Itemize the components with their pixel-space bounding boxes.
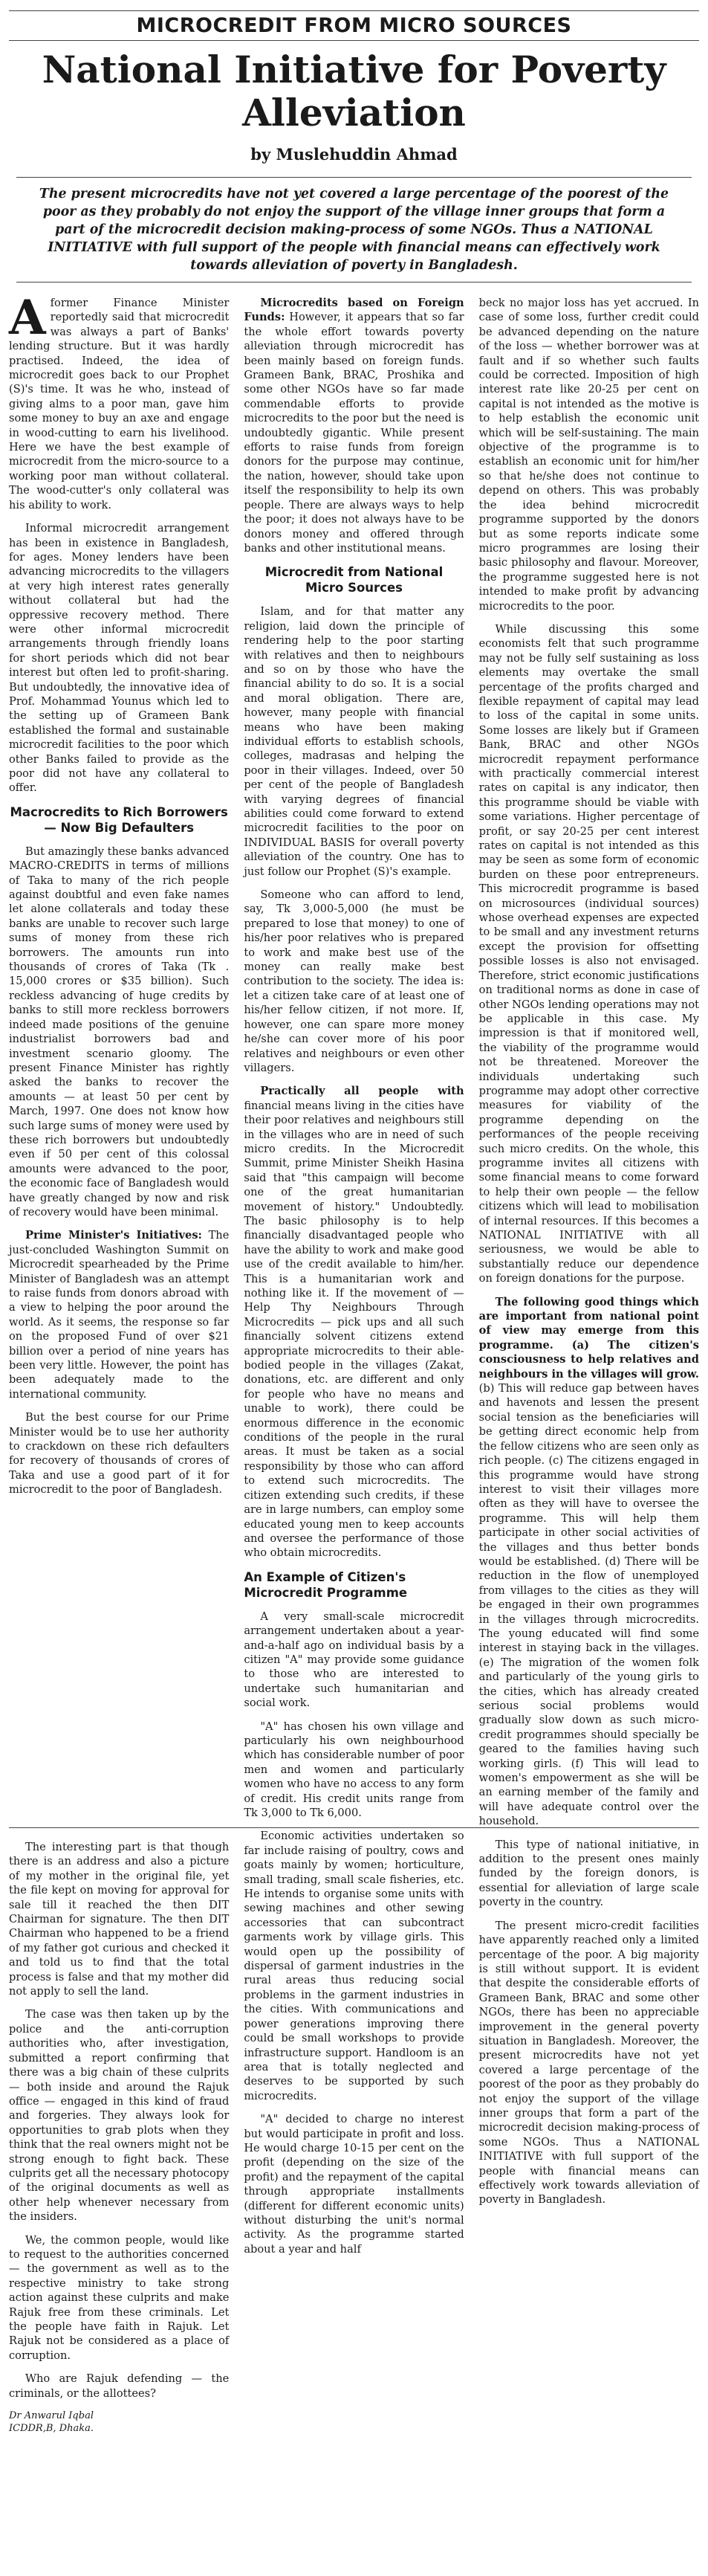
paragraph-text: However, it appears that so far the whole effort towards poverty alleviation through microcredit has been mainly based on foreign funds. Grameen Bank, BRAC, Proshika and some other NGOs have so far made commendable efforts to provide microcredits to the poor but the need is undoubtedly gigantic. While present efforts to raise funds from foreign donors for the purpose may continue, the nation, however, should take upon itself the responsibility to help its own people. There are always ways to help the poor; it does not always have to be donors money and offered through banks and other institutional means. — [244, 311, 464, 555]
paragraph: Economic activities undertaken so far include raising of poultry, cows and goats mainly by women; horticulture, small trading, small scale fisheries, etc. He intends to organise some units with sewing machines and other sewing accessories that can subcontract garments work by village girls. This would open up the possibility of dispersal of garment industries in the rural areas thus reducing social problems in the garment industries in the cities. With communications and power generations improving there could be small workshops to provide infrastructure support. Handloom is an area that is totally neglected and deserves to be supported by such microcredits. — [244, 1830, 464, 2102]
article-column-3 — [478, 296, 699, 2207]
paragraph — [9, 1228, 229, 1401]
paragraph: "A" decided to charge no interest but would participate in profit and loss. He would charge 10-15 per cent on the profit (depending on the size of the profit) and the repayment of the capital through appropriate installments (different for different economic units) without disturbing the unit's normal activity. As the programme started about a year and half — [244, 2113, 464, 2256]
signature-name: Dr Anwarul Iqbal — [9, 2410, 94, 2422]
paragraph-text: financial means living in the cities have their poor relatives and neighbours still in the villages who are in need of such micro credits. In the Microcredit Summit, prime Minister Sheikh Hasina said that "this campaign will become one of the great humanitarian movement of history." Undoubtedly. The basic philosophy is to help financially disadvantaged people who have the ability to work and make good use of the credit available to him/her. This is a humanitarian work and nothing like it. If the movement of — Help Thy Neighbours Through Microcredits — pick ups and all such financially solvent citizens extend appropriate microcredits to their able-bodied people in the villages (Zakat, donations, etc. are different and only for people who have no means and unable to work), there could be enormous difference in the economic conditions of the people in the rural areas. It must be taken as a social responsibility by those who can afford to extend such microcredits. The citizen extending such credits, if these are in large numbers, can employ some educated young men to keep accounts and oversee the performance of those who obtain microcredits. — [244, 1099, 464, 1560]
paragraph: beck no major loss has yet accrued. In case of some loss, further credit could be advanced depending on the nature of the loss — whether borrower was at fault and if so whether such faults could be corrected. Imposition of high interest rate like 20-25 per cent on capital is not intended as the motive is to help establish the economic unit which will be self-sustaining. The main objective of the programme is to establish an economic unit for him/her so that he/she does not continue to depend on others. This was probably the idea behind microcredit programme supported by the donors but as some reports indicate some micro programmes are losing their basic philosophy and flavour. Moreover, the programme suggested here is not intended to make profit by advancing microcredits to the poor. — [478, 297, 699, 613]
subheading: An Example of Citizen's Microcredit Programme — [244, 1569, 408, 1600]
letter-column — [9, 1840, 229, 2576]
signature-affiliation: ICDDR,B, Dhaka. — [9, 2423, 94, 2435]
article-column-1 — [9, 290, 230, 1820]
subheading: Microcredit from National Micro Sources — [264, 565, 444, 595]
paragraph: But amazingly these banks advanced MACRO-CREDITS in terms of millions of Taka to many of the rich people against doubtful and even fake names let alone collaterals and today these banks are unable to recover such large sums of money from these rich borrowers. The amounts run into thousands of crores of Taka (Tk . 15,000 crores or $35 billion). Such reckless advancing of huge credits by banks to still more reckless borrowers indeed made positions of the genuine industrialist borrowers bad and investment scenario gloomy. The present Finance Minister has rightly asked the banks to recover the amounts — at least 50 per cent by March, 1997. One does not know how such large sums of money were used by these rich borrowers but undoubtedly even if 50 per cent of this colossal amounts were advanced to the poor, the economic face of Bangladesh would have greatly changed by now and risk of recovery would have been minimal. — [9, 845, 230, 1218]
byline: by Muslehuddin Ahmad — [250, 145, 458, 164]
paragraph: "A" has chosen his own village and particularly his own neighbourhood which has considerable number of poor men and women and particularly women who have no access to any form of credit. His credit units range from Tk 3,000 to Tk 6,000. — [244, 1720, 464, 1819]
paragraph: Islam, and for that matter any religion, laid down the principle of rendering help to the poor starting with relatives and then to neighbours and so on by those who have the financial ability to do so. It is a social and moral obligation. There are, however, many people with financial means who have been making individual efforts to establish schools, colleges, madrasas and helping the poor in their villages. Indeed, over 50 per cent of the people of Bangladesh with varying degrees of financial abilities could come forward to extend microcredit facilities to the poor on INDIVIDUAL BASIS for overall poverty alleviation of the country. One has to just follow our Prophet (S)'s example. — [244, 605, 464, 878]
subheading: Macrocredits to Rich Borrowers — Now Big Defaulters — [10, 804, 228, 835]
paragraph: While discussing this some economists felt that such programme may not be fully self sustaining as loss elements may overtake the small percentage of the profits charged and flexible repayment of capital may lead to loss of the capital in some units. Some losses are likely but if Grameen Bank, BRAC and other NGOs microcredit repayment performance with practically commercial interest rates on capital is any indicator, then this programme should be viable with some variations. Higher percentage of profit, or say 20-25 per cent interest rates on capital is not intended as this may be seen as some form of economic burden on these poor entrepreneurs. This microcredit programme is based on microsources (individual sources) whose overhead expenses are expected to be small and any investment returns except the provision for offsetting possible losses is also not envisaged. Therefore, strict economic justifications on traditional norms as done in case of other NGOs lending operations may not be applicable in this case. My impression is that if monitored well, the viability of the programme would not be threatened. Moreover the individuals undertaking such programme may adopt other corrective measures for viability of the programme depending on the performances of the people receiving such micro credits. On the whole, this programme invites all citizens with some financial means to come forward to help their own people — the fellow citizens which will lead to mobilisation of internal resources. If this becomes a NATIONAL INITIATIVE with all seriousness, we would be able to substantially reduce our dependence on foreign donations for the purpose. — [478, 622, 699, 1285]
headline: National Initiative for Poverty Alleviation — [42, 48, 666, 135]
letter-section — [9, 1827, 699, 2576]
paragraph — [479, 1295, 699, 1829]
lead-in: Prime Minister's Initiatives: — [25, 1229, 202, 1242]
lead-in: The following good things which are important from national point of view may emerge from this programme. (a) The citizen's consciousness to help relatives and neighbours in the villages will grow. — [478, 1295, 699, 1381]
standfirst: The present microcredits have not yet covered a large percentage of the poorest of the poor as they probably do not enjoy the support of the village inner groups that form a part of the microcredit decision making-process of some NGOs. Thus a NATIONAL INITIATIVE with full support of the people with financial means can effectively work towards alleviation of poverty in Bangladesh. — [16, 177, 692, 283]
letter-spacer-column — [244, 1840, 464, 2576]
paragraph-text: former Finance Minister reportedly said that microcredit was always a part of Banks' lending structure. But it was hardly practised. Indeed, the idea of microcredit goes back to our Prophet (S)'s time. It was he who, instead of giving alms to a poor man, gave him some money to buy an axe and engage in wood-cutting to earn his livelihood. Here we have the best example of microcredit from the micro-source to a working poor man without collateral. The wood-cutter's only collateral was his ability to work. — [9, 297, 230, 511]
paragraph-text: The just-concluded Washington Summit on Microcredit spearheaded by the Prime Minister of Bangladesh was an attempt to raise funds from donors abroad with a view to helping the poor around the world. As it seems, the response so far on the proposed Fund of over $21 billion over a period of nine years has been very little. However, the point has been adequately made to the international community. — [9, 1229, 230, 1401]
drop-cap: A — [9, 290, 46, 346]
section-kicker: MICROCREDIT FROM MICRO SOURCES — [9, 10, 699, 41]
paragraph: Informal microcredit arrangement has been in existence in Bangladesh, for ages. Money lenders have been advancing microcredits to the villagers at very high interest rates generally without collateral but had the oppressive recovery method. There were other informal microcredit arrangements through friendly loans for short periods which did not bear interest but often led to profit-sharing. But undoubtedly, the innovative idea of Prof. Mohammad Younus which led to the setting up of Grameen Bank established the formal and sustainable microcredit facilities to the poor which other Banks failed to provide as the poor did not have any collateral to offer. — [9, 522, 230, 795]
paragraph: A very small-scale microcredit arrangement undertaken about a year-and-a-half ago on individual basis by a citizen "A" may provide some guidance to those who are interested to undertake such humanitarian and social work. — [244, 1610, 464, 1710]
paragraph: Who are Rajuk defending — the criminals, or the allottees? — [9, 2372, 230, 2400]
paragraph: Someone who can afford to lend, say, Tk 3,000-5,000 (he must be prepared to lose that money) to one of his/her poor relatives who is prepared to work and make best use of the money can really make best contribution to the society. The idea is: let a citizen take care of at least one of his/her fellow citizen, if not more. If, however, one can spare more money he/she can cover more of his poor relatives and neighbours or even other villagers. — [244, 888, 464, 1074]
paragraph: The case was then taken up by the police and the anti-corruption authorities who, after investigation, submitted a report confirming that there was a big chain of these culprits — both inside and around the Rajuk office — engaged in this kind of fraud and forgeries. They always look for opportunities to grab plots when they think that the real owners might not be strong enough to fight back. These culprits get all the necessary photocopy of the original documents as well as other help whenever necessary from the insiders. — [9, 2008, 230, 2224]
paragraph: We, the common people, would like to request to the authorities concerned — the government as well as to the respective ministry to take strong action against these culprits and make Rajuk free from these criminals. Let the people have faith in Rajuk. Let Rajuk not be considered as a place of corruption. — [9, 2233, 230, 2362]
paragraph: This type of national initiative, in addition to the present ones mainly funded by the foreign donors, is essential for alleviation of large scale poverty in the country. — [478, 1838, 699, 1909]
article-column-2 — [244, 296, 464, 2256]
paragraph — [244, 296, 464, 555]
paragraph: The present micro-credit facilities have apparently reached only a limited percentage of the poor. A big majority is still without support. It is evident that despite the considerable efforts of Grameen Bank, BRAC and some other NGOs, there has been no appreciable improvement in the general poverty situation in Bangladesh. Moreover, the present microcredits have not yet covered a large percentage of the poorest of the poor as they probably do not enjoy the support of the village inner groups that form a part of the microcredit decision making-process of some NGOs. Thus a NATIONAL INITIATIVE with full support of the people with financial means can effectively work towards alleviation of poverty in Bangladesh. — [478, 1919, 699, 2207]
paragraph — [9, 290, 230, 512]
newspaper-page — [9, 10, 699, 2435]
lead-in: Microcredits based on Foreign Funds: — [244, 297, 464, 324]
paragraph: But the best course for our Prime Minister would be to use her authority to crackdown on these rich defaulters for recovery of thousands of crores of Taka and use a good part of it for microcredit to the poor of Bangladesh. — [9, 1411, 230, 1497]
paragraph-text: (b) This will reduce gap between haves and havenots and lessen the present social tension as the beneficiaries will be getting direct economic help from the fellow citizens who are seen only as rich people. (c) The citizens engaged in this programme would have strong interest to visit their villages more often as they will have to oversee the programme. This will help them participate in other social activities of the villages and thus better bonds would be established. (d) There will be reduction in the flow of unemployed from villages to the cities as they will be engaged in their own programmes in the villages through microcredits. The young educated will find some interest in staying back in the villages. (e) The migration of the women folk and particularly of the young girls to the cities, which has already created serious social problems would gradually slow down as such micro-credit programmes should specially be geared to the families having such working girls. (f) This will lead to women's empowerment as she will be an earning member of the family and will have adequate control over the household. — [478, 1382, 699, 1828]
paragraph: The interesting part is that though there is an address and also a picture of my mother in the original file, yet the file kept on moving for approval for sale till it reached the then DIT Chairman for signature. The then DIT Chairman who happened to be a friend of my father got curious and checked it and told us to find that the total process is false and that my mother did not apply to sell the land. — [9, 1841, 230, 1998]
lead-in: Practically all people with — [260, 1085, 464, 1098]
letter-spacer-column — [479, 1840, 699, 2576]
paragraph — [244, 1084, 464, 1560]
